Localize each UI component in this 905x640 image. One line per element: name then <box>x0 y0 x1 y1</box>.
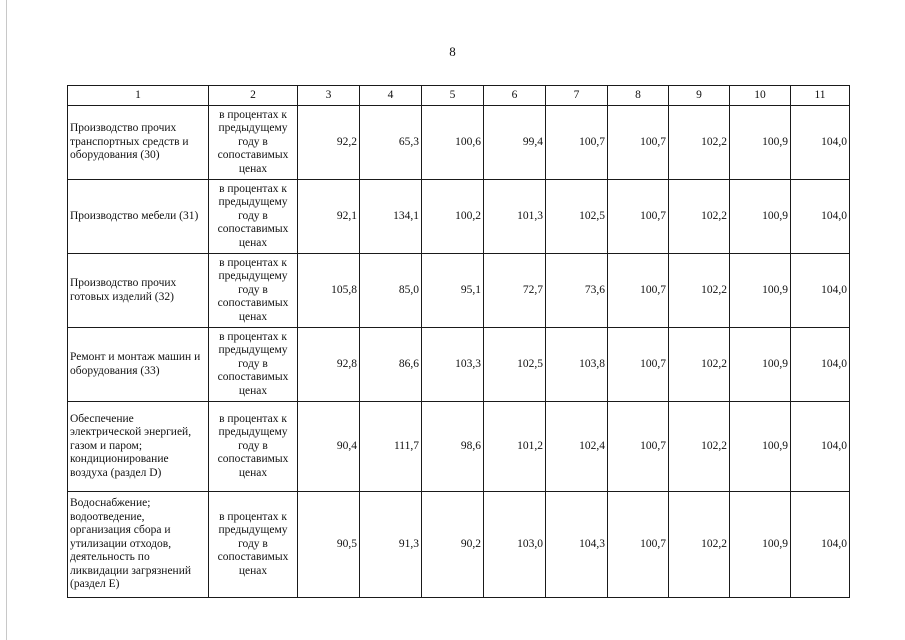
value-cell: 100,7 <box>608 180 669 254</box>
value-cell: 90,4 <box>298 402 360 492</box>
value-cell: 100,7 <box>608 328 669 402</box>
value-cell: 95,1 <box>422 254 484 328</box>
unit-cell: в процентах к предыдущему году в сопоставимых ценах <box>209 402 298 492</box>
column-header: 11 <box>791 86 850 106</box>
value-cell: 102,5 <box>484 328 546 402</box>
value-cell: 102,2 <box>669 180 730 254</box>
indicator-name-cell: Ремонт и монтаж машин и оборудования (33) <box>68 328 209 402</box>
value-cell: 102,2 <box>669 106 730 180</box>
value-cell: 103,3 <box>422 328 484 402</box>
column-header: 7 <box>546 86 608 106</box>
value-cell: 134,1 <box>360 180 422 254</box>
value-cell: 100,9 <box>730 328 791 402</box>
indicator-name-cell: Производство прочих транспортных средств и оборудования (30) <box>68 106 209 180</box>
value-cell: 111,7 <box>360 402 422 492</box>
value-cell: 102,2 <box>669 254 730 328</box>
value-cell: 104,0 <box>791 254 850 328</box>
unit-cell: в процентах к предыдущему году в сопоставимых ценах <box>209 180 298 254</box>
column-header: 5 <box>422 86 484 106</box>
value-cell: 104,0 <box>791 492 850 598</box>
value-cell: 100,9 <box>730 492 791 598</box>
value-cell: 102,2 <box>669 328 730 402</box>
value-cell: 100,6 <box>422 106 484 180</box>
value-cell: 100,9 <box>730 254 791 328</box>
table-row <box>68 328 850 402</box>
table-header-row <box>68 86 850 106</box>
unit-cell: в процентах к предыдущему году в сопоставимых ценах <box>209 254 298 328</box>
column-header: 1 <box>68 86 209 106</box>
value-cell: 100,7 <box>608 106 669 180</box>
indicator-name-cell: Обеспечение электрической энергией, газом и паром; кондиционирование воздуха (раздел D) <box>68 402 209 492</box>
value-cell: 100,7 <box>608 492 669 598</box>
value-cell: 100,9 <box>730 402 791 492</box>
indicator-name-cell: Производство мебели (31) <box>68 180 209 254</box>
table-row <box>68 180 850 254</box>
value-cell: 104,0 <box>791 180 850 254</box>
value-cell: 102,4 <box>546 402 608 492</box>
value-cell: 103,0 <box>484 492 546 598</box>
unit-cell: в процентах к предыдущему году в сопоставимых ценах <box>209 106 298 180</box>
page-edge-line <box>6 0 7 640</box>
value-cell: 104,0 <box>791 328 850 402</box>
value-cell: 92,1 <box>298 180 360 254</box>
value-cell: 99,4 <box>484 106 546 180</box>
value-cell: 104,0 <box>791 402 850 492</box>
unit-cell: в процентах к предыдущему году в сопоставимых ценах <box>209 328 298 402</box>
value-cell: 102,5 <box>546 180 608 254</box>
table-row <box>68 106 850 180</box>
value-cell: 101,3 <box>484 180 546 254</box>
value-cell: 100,2 <box>422 180 484 254</box>
column-header: 3 <box>298 86 360 106</box>
value-cell: 100,7 <box>608 402 669 492</box>
value-cell: 72,7 <box>484 254 546 328</box>
value-cell: 102,2 <box>669 402 730 492</box>
column-header: 4 <box>360 86 422 106</box>
value-cell: 101,2 <box>484 402 546 492</box>
value-cell: 100,7 <box>546 106 608 180</box>
page-number: 8 <box>449 44 456 59</box>
value-cell: 100,9 <box>730 180 791 254</box>
value-cell: 90,2 <box>422 492 484 598</box>
value-cell: 92,2 <box>298 106 360 180</box>
value-cell: 98,6 <box>422 402 484 492</box>
column-header: 6 <box>484 86 546 106</box>
column-header: 2 <box>209 86 298 106</box>
unit-cell: в процентах к предыдущему году в сопоставимых ценах <box>209 492 298 598</box>
value-cell: 90,5 <box>298 492 360 598</box>
table-row <box>68 254 850 328</box>
table-row <box>68 402 850 492</box>
column-header: 9 <box>669 86 730 106</box>
table-row <box>68 492 850 598</box>
value-cell: 100,9 <box>730 106 791 180</box>
value-cell: 85,0 <box>360 254 422 328</box>
value-cell: 65,3 <box>360 106 422 180</box>
value-cell: 92,8 <box>298 328 360 402</box>
value-cell: 73,6 <box>546 254 608 328</box>
column-header: 10 <box>730 86 791 106</box>
value-cell: 102,2 <box>669 492 730 598</box>
value-cell: 100,7 <box>608 254 669 328</box>
value-cell: 105,8 <box>298 254 360 328</box>
indicator-name-cell: Производство прочих готовых изделий (32) <box>68 254 209 328</box>
value-cell: 104,0 <box>791 106 850 180</box>
value-cell: 103,8 <box>546 328 608 402</box>
value-cell: 91,3 <box>360 492 422 598</box>
value-cell: 104,3 <box>546 492 608 598</box>
value-cell: 86,6 <box>360 328 422 402</box>
column-header: 8 <box>608 86 669 106</box>
data-table <box>67 85 850 598</box>
indicator-name-cell: Водоснабжение; водоотведение, организация сбора и утилизации отходов, деятельность по ликвидации загрязнений (раздел E) <box>68 492 209 598</box>
